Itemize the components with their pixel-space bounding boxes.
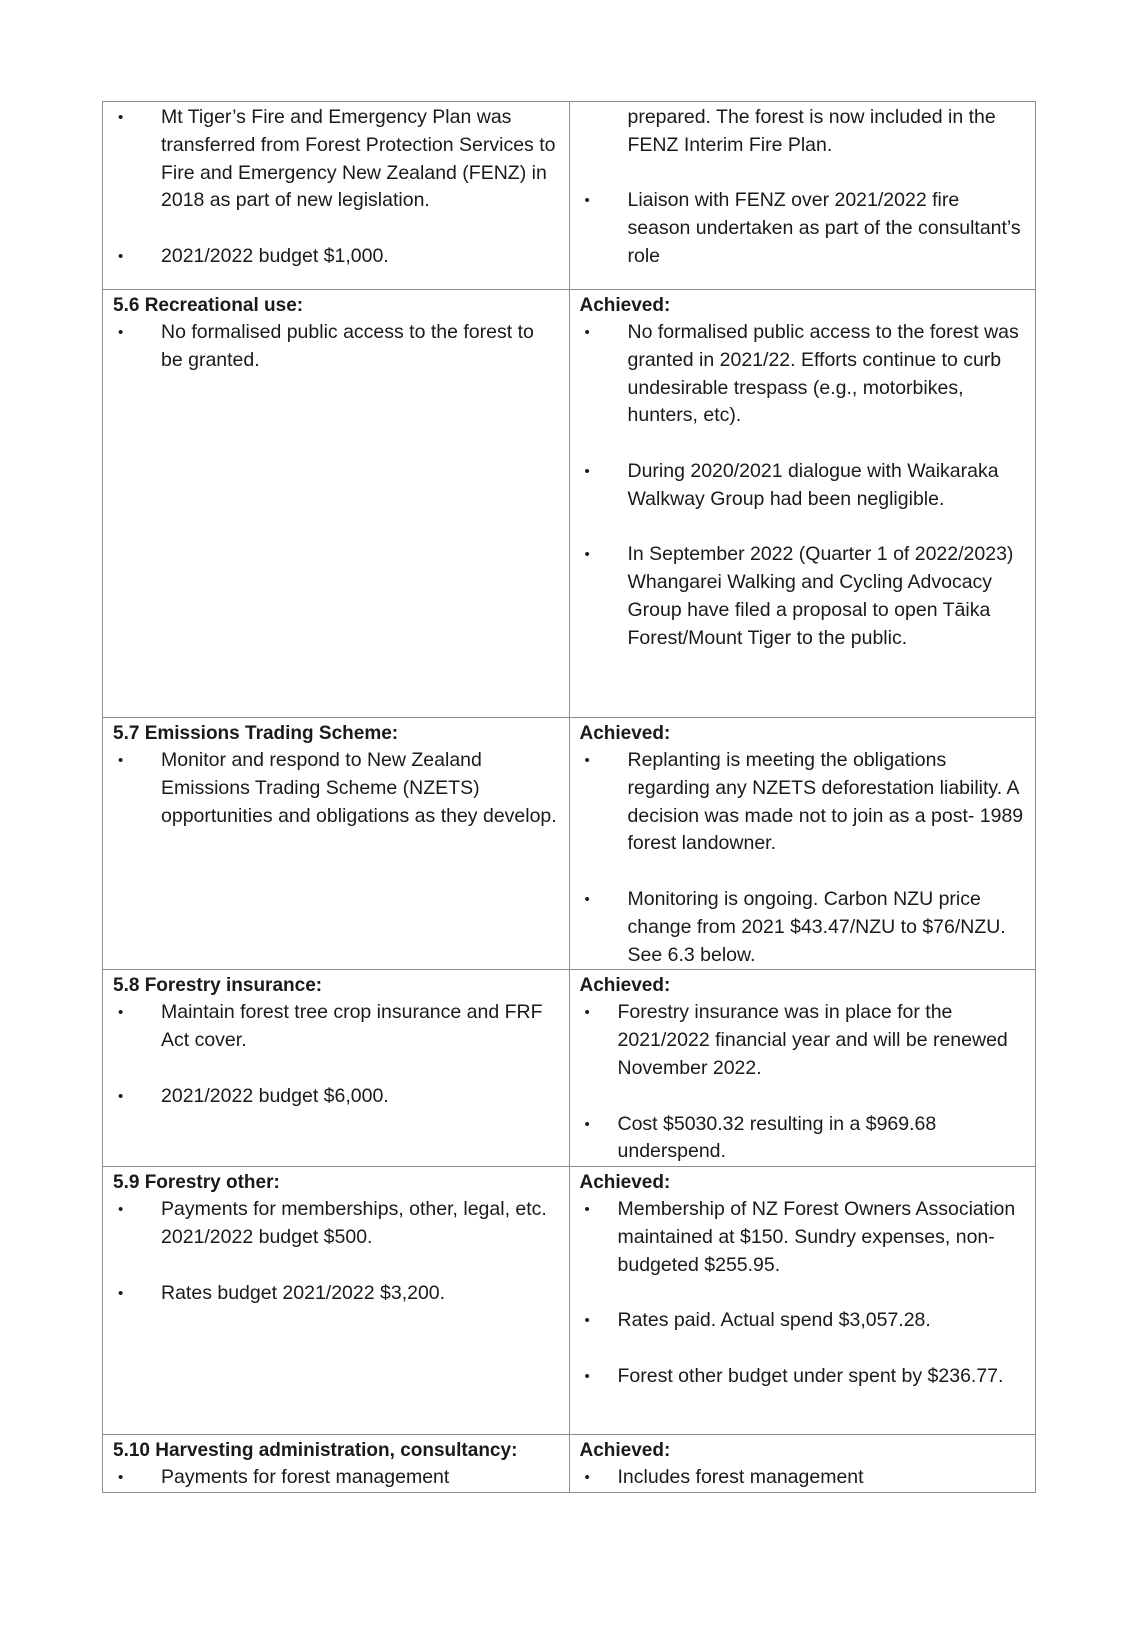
list-item: • Mt Tiger’s Fire and Emergency Plan was transferred from Forest Protection Services to Fire and Emergency New Zealand (FENZ) in 2018 as part of new legislation.	[118, 106, 556, 212]
achieved-heading: Achieved:	[579, 1172, 671, 1194]
result-cell	[569, 1167, 1036, 1435]
bullet-list	[113, 319, 559, 375]
bullet-list	[580, 1464, 1026, 1492]
bullet-icon: •	[118, 1004, 124, 1022]
list-item: • Cost $5030.32 resulting in a $969.68 underspend.	[584, 1112, 937, 1163]
list-item: • Payments for forest management	[113, 1464, 559, 1492]
section-heading: 5.7 Emissions Trading Scheme:	[113, 723, 399, 744]
target-cell	[103, 102, 570, 290]
list-item: • Replanting is meeting the obligations regarding any NZETS deforestation liability. A decision was made not to join as a post- 1989 forest landowner.	[584, 749, 1024, 855]
achieved-heading: Achieved:	[579, 975, 671, 997]
list-item: • No formalised public access to the forest to be granted.	[118, 321, 534, 371]
list-item: • Liaison with FENZ over 2021/2022 fire season undertaken as part of the consultant’s role	[584, 189, 1021, 267]
list-item: • Monitor and respond to New Zealand Emissions Trading Scheme (NZETS) opportunities and obligations as they develop.	[118, 749, 557, 827]
bullet-list	[580, 747, 1026, 969]
list-item: • Rates budget 2021/2022 $3,200.	[113, 1280, 559, 1308]
bullet-list	[113, 747, 559, 830]
bullet-icon: •	[584, 1201, 590, 1219]
bullet-list	[580, 319, 1026, 653]
bullet-icon: •	[584, 462, 590, 480]
list-item: • During 2020/2021 dialogue with Waikaraka Walkway Group had been negligible.	[584, 459, 999, 510]
table-row	[103, 290, 1036, 718]
list-item: • Payments for memberships, other, legal, etc. 2021/2022 budget $500.	[118, 1198, 547, 1248]
bullet-list	[113, 104, 559, 271]
bullet-icon: •	[118, 324, 124, 341]
achieved-heading: Achieved:	[579, 295, 671, 316]
target-cell	[103, 1167, 570, 1435]
bullet-icon: •	[118, 1284, 124, 1302]
bullet-icon: •	[118, 109, 124, 126]
bullet-list	[113, 999, 559, 1110]
list-item: • Forest other budget under spent by $236.77.	[580, 1363, 1026, 1391]
bullet-icon: •	[584, 546, 590, 564]
bullet-icon: •	[584, 890, 590, 908]
result-cell	[569, 970, 1036, 1167]
list-item-continuation: prepared. The forest is now included in the FENZ Interim Fire Plan.	[627, 106, 996, 156]
bullet-icon: •	[584, 324, 590, 341]
bullet-icon: •	[118, 1201, 124, 1219]
bullet-icon: •	[118, 247, 124, 265]
report-table	[102, 101, 1036, 1493]
list-item: • 2021/2022 budget $6,000.	[113, 1083, 559, 1111]
list-item: • Monitoring is ongoing. Carbon NZU price change from 2021 $43.47/NZU to $76/NZU. See 6.3 below.	[584, 887, 1006, 966]
result-cell	[569, 290, 1036, 718]
list-item: • Rates paid. Actual spend $3,057.28.	[580, 1307, 1026, 1335]
section-heading: 5.6 Recreational use:	[113, 295, 304, 316]
bullet-list	[113, 1464, 559, 1492]
bullet-icon: •	[584, 1469, 590, 1487]
list-item: • 2021/2022 budget $1,000.	[113, 243, 559, 271]
list-item: • Forestry insurance was in place for the 2021/2022 financial year and will be renewed November 2022.	[584, 1001, 1008, 1079]
bullet-list	[113, 1196, 559, 1307]
bullet-icon: •	[584, 192, 590, 210]
bullet-icon: •	[584, 1367, 590, 1385]
target-cell	[103, 1435, 570, 1493]
target-cell	[103, 970, 570, 1167]
bullet-icon: •	[584, 1115, 590, 1133]
result-cell	[569, 1435, 1036, 1493]
achieved-heading: Achieved:	[579, 723, 671, 744]
bullet-icon: •	[118, 1469, 124, 1487]
table-row	[103, 970, 1036, 1167]
list-item: • In September 2022 (Quarter 1 of 2022/2023) Whangarei Walking and Cycling Advocacy Group have filed a proposal to open Tāika Forest/Mount Tiger to the public.	[584, 543, 1014, 649]
bullet-list	[580, 999, 1026, 1166]
table-row	[103, 1435, 1036, 1493]
target-cell	[103, 718, 570, 970]
result-cell	[569, 718, 1036, 970]
achieved-heading: Achieved:	[579, 1440, 671, 1462]
list-item: • Includes forest management	[580, 1464, 1026, 1492]
bullet-icon: •	[118, 1087, 124, 1105]
bullet-list	[580, 1196, 1026, 1391]
bullet-icon: •	[584, 752, 590, 769]
bullet-icon: •	[584, 1312, 590, 1330]
target-cell	[103, 290, 570, 718]
section-heading: 5.9 Forestry other:	[113, 1172, 280, 1194]
list-item: • Membership of NZ Forest Owners Association maintained at $150. Sundry expenses, non-budgeted $255.95.	[584, 1198, 1016, 1276]
list-item: • No formalised public access to the forest was granted in 2021/22. Efforts continue to curb undesirable trespass (e.g., motorbikes, hunters, etc).	[584, 321, 1019, 427]
table-row	[103, 102, 1036, 290]
table-row	[103, 1167, 1036, 1435]
table-row	[103, 718, 1036, 970]
bullet-icon: •	[118, 752, 124, 769]
bullet-list	[580, 104, 1026, 271]
list-item: • Maintain forest tree crop insurance and FRF Act cover.	[118, 1001, 543, 1052]
result-cell	[569, 102, 1036, 290]
section-heading: 5.10 Harvesting administration, consultancy:	[113, 1440, 518, 1462]
bullet-icon: •	[584, 1004, 590, 1022]
section-heading: 5.8 Forestry insurance:	[113, 975, 323, 997]
